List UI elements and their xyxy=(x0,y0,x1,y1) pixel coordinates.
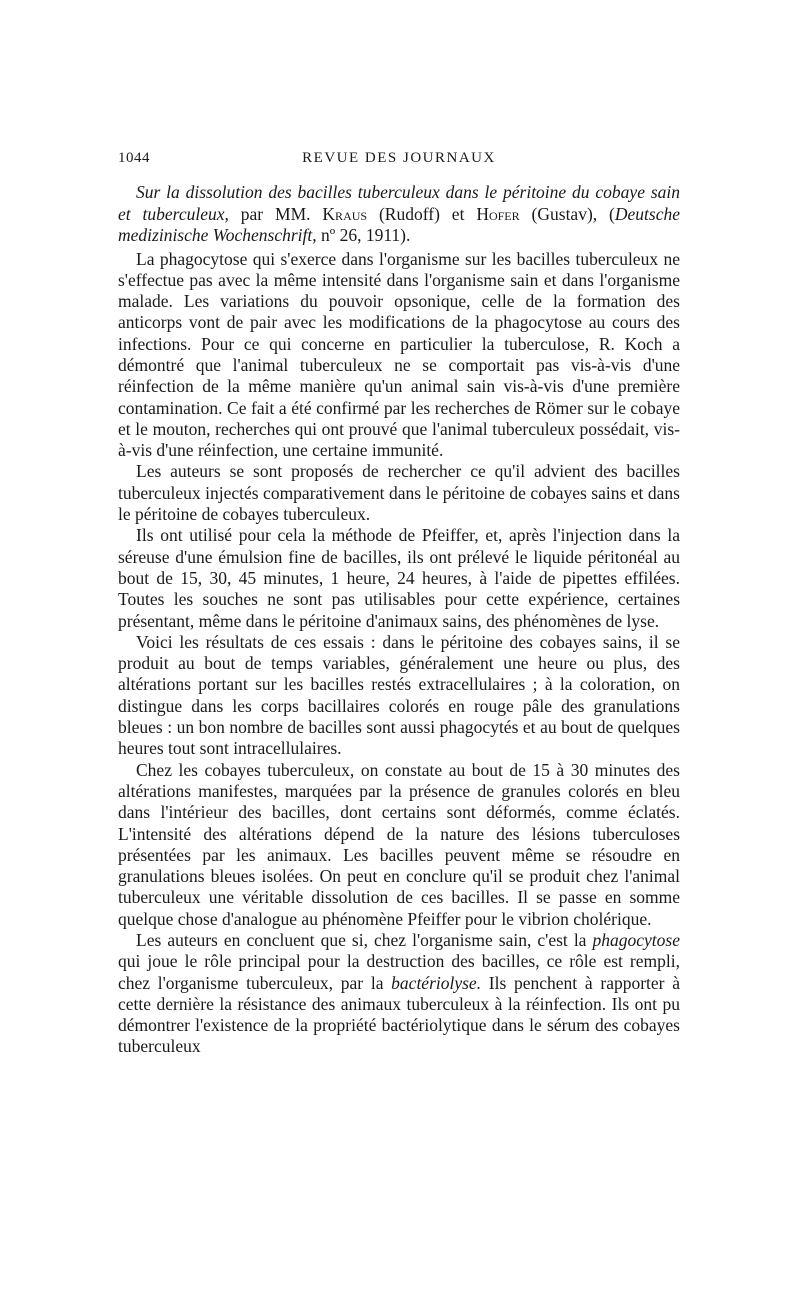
paragraph-3: Ils ont utilisé pour cela la méthode de Pfeiffer, et, après l'injection dans la séreuse d'une émulsion fine de bacilles, ils ont prélevé le liquide péritonéal au bout de 15, 30, 45 minutes, 1 heure, 24 heures, à l'aide de pipettes effilées. Toutes les souches ne sont pas utilisables pour cette expérience, certaines présentant, même dans le péritoine d'animaux sains, des phénomènes de lyse. xyxy=(118,525,680,631)
author1-name: Kraus xyxy=(322,203,368,224)
page xyxy=(118,150,680,1058)
paragraph-6-part-a: Les auteurs en concluent que si, chez l'organisme sain, c'est la xyxy=(136,930,593,950)
article-title-italic: Sur la dissolution des bacilles tuberculeux dans le péritoine du cobaye sain et tuberculeux, xyxy=(118,182,680,224)
paragraph-2: Les auteurs se sont proposés de rechercher ce qu'il advient des bacilles tuberculeux injectés comparativement dans le péritoine de cobayes sains et dans le péritoine de cobayes tuberculeux. xyxy=(118,461,680,525)
paragraph-5: Chez les cobayes tuberculeux, on constate au bout de 15 à 30 minutes des altérations manifestes, marquées par la présence de granules colorés en bleu dans l'intérieur des bacilles, dont certains sont déformés, comme éclatés. L'intensité des altérations dépend de la nature des lésions tuberculoses présentées par les animaux. Les bacilles peuvent même se résoudre en granulations bleues isolées. On peut en conclure qu'il se produit chez l'animal tuberculeux une véritable dissolution de ces bacilles. Il se passe en somme quelque chose d'analogue au phénomène Pfeiffer pour le vibrion cholérique. xyxy=(118,759,680,929)
article-title xyxy=(118,182,680,247)
paragraph-6-part-c: Ils penchent à rapporter à cette dernière la résistance des animaux tuberculeux à la réinfection. Ils ont pu démontrer l'existence de la propriété bactériolytique dans le sérum des cobayes tuberculeux xyxy=(118,972,680,1057)
article-by: par MM. xyxy=(228,203,323,224)
author1-first: (Rudoff) et xyxy=(367,203,477,224)
paragraph-6-italic-bacteriolyse: bactériolyse. xyxy=(391,972,482,993)
page-number: 1044 xyxy=(118,150,150,166)
author2-first: (Gustav), xyxy=(519,203,598,224)
journal-open: ( xyxy=(597,203,615,224)
journal-name: Deutsche medizinische Wochenschrift, xyxy=(118,203,681,245)
paragraph-6-italic-phagocytose: phagocytose xyxy=(592,930,680,950)
paragraph-4: Voici les résultats de ces essais : dans le péritoine des cobayes sains, il se produit au bout de temps variables, généralement une heure ou plus, des altérations portant sur les bacilles restés extracellulaires ; à la coloration, on distingue dans les corps bacillaires colorés en rouge pâle des granulations bleues : un bon nombre de bacilles sont aussi phagocytés et au bout de quelques heures tout sont intracellulaires. xyxy=(118,631,680,759)
paragraph-6-part-b: qui joue le rôle principal pour la destruction des bacilles, ce rôle est rempli, chez l'organisme tuberculeux, par la xyxy=(118,951,680,993)
paragraph-1: La phagocytose qui s'exerce dans l'organisme sur les bacilles tuberculeux ne s'effectue pas avec la même intensité dans l'organisme sain et dans l'organisme malade. Les variations du pouvoir opsonique, celle de la formation des anticorps vont de pair avec les modifications de la phagocytose au cours des infections. Pour ce qui concerne en particulier la tuberculose, R. Koch a démontré que l'animal tuberculeux ne se comportait pas vis-à-vis d'une réinfection de la même manière qu'un animal sain vis-à-vis d'une première contamination. Ce fait a été confirmé par les recherches de Römer sur le cobaye et le mouton, recherches qui ont prouvé que l'animal tuberculeux possédait, vis-à-vis d'une réinfection, une certaine immunité. xyxy=(118,248,680,461)
running-head: REVUE DES JOURNAUX xyxy=(302,150,496,166)
journal-ref: nº 26, 1911). xyxy=(316,225,411,245)
page-header xyxy=(118,150,680,178)
paragraph-6 xyxy=(118,930,680,1058)
author2-name: Hofer xyxy=(476,203,520,224)
